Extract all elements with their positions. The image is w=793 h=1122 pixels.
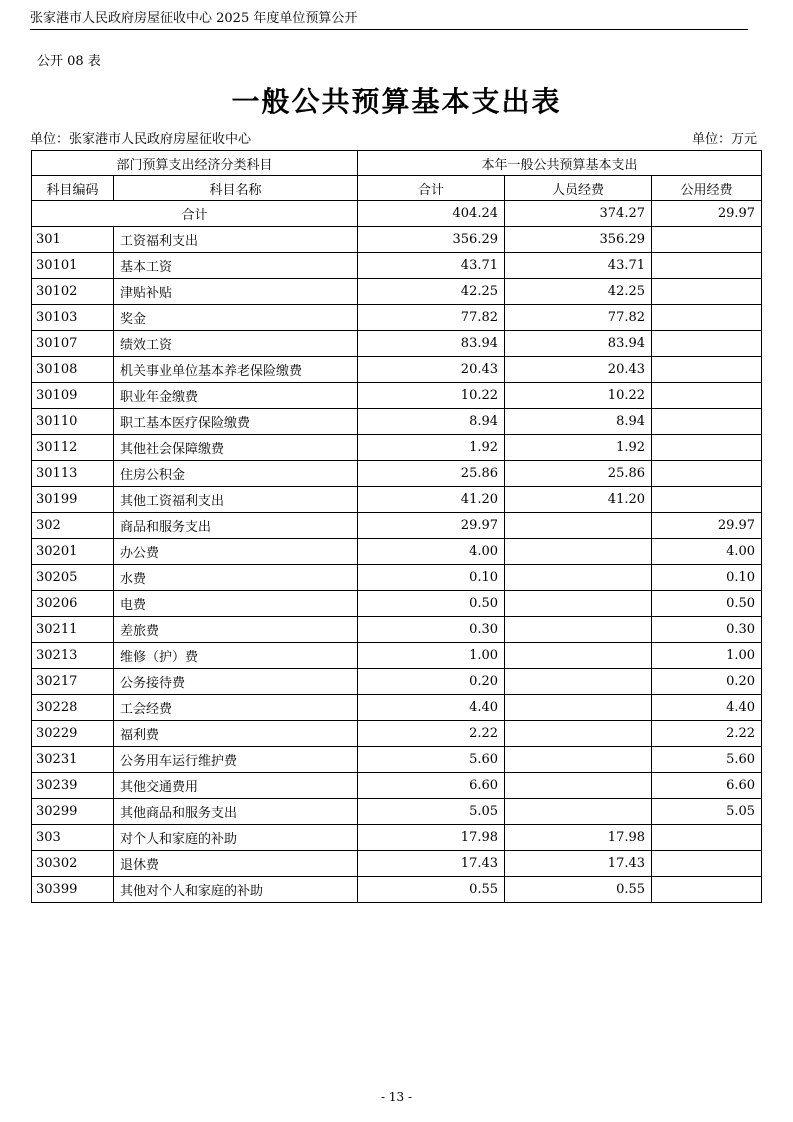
table-row [32, 695, 762, 721]
row-public [652, 279, 762, 305]
row-code: 303 [32, 825, 114, 851]
page-number: - 13 - [380, 1090, 412, 1104]
row-name: 电费 [114, 591, 358, 617]
table-row [32, 331, 762, 357]
budget-table [31, 150, 762, 903]
row-personnel: 8.94 [505, 409, 652, 435]
table-row [32, 357, 762, 383]
row-public [652, 383, 762, 409]
row-total: 20.43 [358, 357, 505, 383]
column-header-code: 科目编码 [32, 176, 114, 201]
row-personnel [505, 695, 652, 721]
row-name: 职业年金缴费 [114, 383, 358, 409]
row-name: 工会经费 [114, 695, 358, 721]
row-name: 水费 [114, 565, 358, 591]
row-public [652, 253, 762, 279]
total-label: 合计 [32, 201, 358, 227]
row-public: 0.20 [652, 669, 762, 695]
table-column-header-row [32, 176, 762, 201]
table-row [32, 227, 762, 253]
row-code: 30399 [32, 877, 114, 903]
row-name: 其他交通费用 [114, 773, 358, 799]
row-code: 30228 [32, 695, 114, 721]
row-public: 0.30 [652, 617, 762, 643]
total-personnel: 374.27 [505, 201, 652, 227]
table-row [32, 617, 762, 643]
row-public [652, 305, 762, 331]
row-code: 30302 [32, 851, 114, 877]
table-row [32, 721, 762, 747]
column-header-name: 科目名称 [114, 176, 358, 201]
document-header-text: 张家港市人民政府房屋征收中心 2025 年度单位预算公开 [30, 11, 358, 26]
row-personnel [505, 747, 652, 773]
row-total: 0.30 [358, 617, 505, 643]
row-code: 30103 [32, 305, 114, 331]
row-code: 30201 [32, 539, 114, 565]
row-name: 对个人和家庭的补助 [114, 825, 358, 851]
row-name: 公务用车运行维护费 [114, 747, 358, 773]
table-row [32, 825, 762, 851]
row-code: 30108 [32, 357, 114, 383]
row-name: 公务接待费 [114, 669, 358, 695]
row-public [652, 331, 762, 357]
row-name: 职工基本医疗保险缴费 [114, 409, 358, 435]
row-public: 6.60 [652, 773, 762, 799]
row-personnel: 356.29 [505, 227, 652, 253]
row-code: 30107 [32, 331, 114, 357]
row-personnel: 20.43 [505, 357, 652, 383]
row-code: 30229 [32, 721, 114, 747]
table-row [32, 409, 762, 435]
row-name: 工资福利支出 [114, 227, 358, 253]
row-personnel: 83.94 [505, 331, 652, 357]
row-personnel: 42.25 [505, 279, 652, 305]
row-personnel [505, 799, 652, 825]
row-code: 30231 [32, 747, 114, 773]
table-row [32, 435, 762, 461]
row-name: 其他社会保障缴费 [114, 435, 358, 461]
row-personnel [505, 565, 652, 591]
column-header-personnel: 人员经费 [505, 176, 652, 201]
row-personnel [505, 539, 652, 565]
table-row [32, 799, 762, 825]
row-personnel [505, 513, 652, 539]
group-header-classification: 部门预算支出经济分类科目 [32, 151, 358, 176]
row-personnel [505, 591, 652, 617]
table-row [32, 487, 762, 513]
row-name: 福利费 [114, 721, 358, 747]
row-total: 25.86 [358, 461, 505, 487]
form-number: 公开 08 表 [37, 54, 101, 69]
row-name: 基本工资 [114, 253, 358, 279]
row-total: 83.94 [358, 331, 505, 357]
row-total: 0.50 [358, 591, 505, 617]
group-header-basic-expenditure: 本年一般公共预算基本支出 [358, 151, 762, 176]
row-public [652, 877, 762, 903]
row-name: 办公费 [114, 539, 358, 565]
document-header [30, 10, 748, 30]
currency-unit: 单位：万元 [691, 132, 757, 147]
row-personnel: 0.55 [505, 877, 652, 903]
row-total: 43.71 [358, 253, 505, 279]
row-code: 30101 [32, 253, 114, 279]
row-public [652, 825, 762, 851]
row-personnel [505, 721, 652, 747]
row-total: 0.10 [358, 565, 505, 591]
row-code: 302 [32, 513, 114, 539]
row-total: 17.43 [358, 851, 505, 877]
table-row [32, 877, 762, 903]
row-public [652, 851, 762, 877]
row-code: 30211 [32, 617, 114, 643]
row-personnel: 17.43 [505, 851, 652, 877]
table-row [32, 643, 762, 669]
row-personnel: 77.82 [505, 305, 652, 331]
row-personnel [505, 773, 652, 799]
table-row [32, 279, 762, 305]
row-code: 30112 [32, 435, 114, 461]
row-code: 30199 [32, 487, 114, 513]
row-total: 42.25 [358, 279, 505, 305]
row-personnel [505, 669, 652, 695]
row-total: 356.29 [358, 227, 505, 253]
row-total: 29.97 [358, 513, 505, 539]
table-row [32, 383, 762, 409]
row-total: 1.92 [358, 435, 505, 461]
row-public: 2.22 [652, 721, 762, 747]
row-personnel: 25.86 [505, 461, 652, 487]
row-personnel: 43.71 [505, 253, 652, 279]
row-public [652, 487, 762, 513]
row-code: 30213 [32, 643, 114, 669]
row-name: 维修（护）费 [114, 643, 358, 669]
row-public: 5.60 [652, 747, 762, 773]
row-public: 4.40 [652, 695, 762, 721]
row-public: 4.00 [652, 539, 762, 565]
table-row [32, 565, 762, 591]
row-name: 津贴补贴 [114, 279, 358, 305]
row-public [652, 409, 762, 435]
row-code: 30206 [32, 591, 114, 617]
row-public [652, 461, 762, 487]
row-personnel [505, 617, 652, 643]
row-code: 30299 [32, 799, 114, 825]
table-row [32, 669, 762, 695]
row-personnel: 1.92 [505, 435, 652, 461]
row-total: 4.00 [358, 539, 505, 565]
row-name: 其他商品和服务支出 [114, 799, 358, 825]
table-row [32, 253, 762, 279]
row-public: 0.50 [652, 591, 762, 617]
unit-name: 单位：张家港市人民政府房屋征收中心 [30, 132, 252, 147]
row-total: 0.20 [358, 669, 505, 695]
row-personnel: 17.98 [505, 825, 652, 851]
row-code: 30205 [32, 565, 114, 591]
row-code: 30109 [32, 383, 114, 409]
column-header-total: 合计 [358, 176, 505, 201]
row-public: 29.97 [652, 513, 762, 539]
row-public [652, 227, 762, 253]
row-personnel: 10.22 [505, 383, 652, 409]
row-name: 绩效工资 [114, 331, 358, 357]
table-row [32, 461, 762, 487]
row-total: 77.82 [358, 305, 505, 331]
row-public: 5.05 [652, 799, 762, 825]
row-public: 1.00 [652, 643, 762, 669]
row-name: 其他工资福利支出 [114, 487, 358, 513]
row-code: 30110 [32, 409, 114, 435]
row-name: 其他对个人和家庭的补助 [114, 877, 358, 903]
total-row [32, 201, 762, 227]
row-name: 退休费 [114, 851, 358, 877]
table-row [32, 851, 762, 877]
row-total: 41.20 [358, 487, 505, 513]
row-public: 0.10 [652, 565, 762, 591]
row-total: 10.22 [358, 383, 505, 409]
row-code: 30217 [32, 669, 114, 695]
row-total: 6.60 [358, 773, 505, 799]
row-name: 商品和服务支出 [114, 513, 358, 539]
table-row [32, 591, 762, 617]
row-code: 301 [32, 227, 114, 253]
table-group-header-row [32, 151, 762, 176]
row-total: 5.05 [358, 799, 505, 825]
row-total: 8.94 [358, 409, 505, 435]
table-row [32, 305, 762, 331]
table-row [32, 539, 762, 565]
row-code: 30239 [32, 773, 114, 799]
row-personnel: 41.20 [505, 487, 652, 513]
row-public [652, 357, 762, 383]
row-total: 4.40 [358, 695, 505, 721]
row-total: 17.98 [358, 825, 505, 851]
row-code: 30113 [32, 461, 114, 487]
table-row [32, 773, 762, 799]
row-total: 2.22 [358, 721, 505, 747]
total-sum: 404.24 [358, 201, 505, 227]
row-public [652, 435, 762, 461]
row-name: 奖金 [114, 305, 358, 331]
total-public: 29.97 [652, 201, 762, 227]
row-name: 差旅费 [114, 617, 358, 643]
page-title: 一般公共预算基本支出表 [231, 85, 562, 118]
row-total: 5.60 [358, 747, 505, 773]
table-row [32, 513, 762, 539]
row-name: 住房公积金 [114, 461, 358, 487]
column-header-public: 公用经费 [652, 176, 762, 201]
row-code: 30102 [32, 279, 114, 305]
table-row [32, 747, 762, 773]
row-total: 0.55 [358, 877, 505, 903]
row-name: 机关事业单位基本养老保险缴费 [114, 357, 358, 383]
row-personnel [505, 643, 652, 669]
row-total: 1.00 [358, 643, 505, 669]
